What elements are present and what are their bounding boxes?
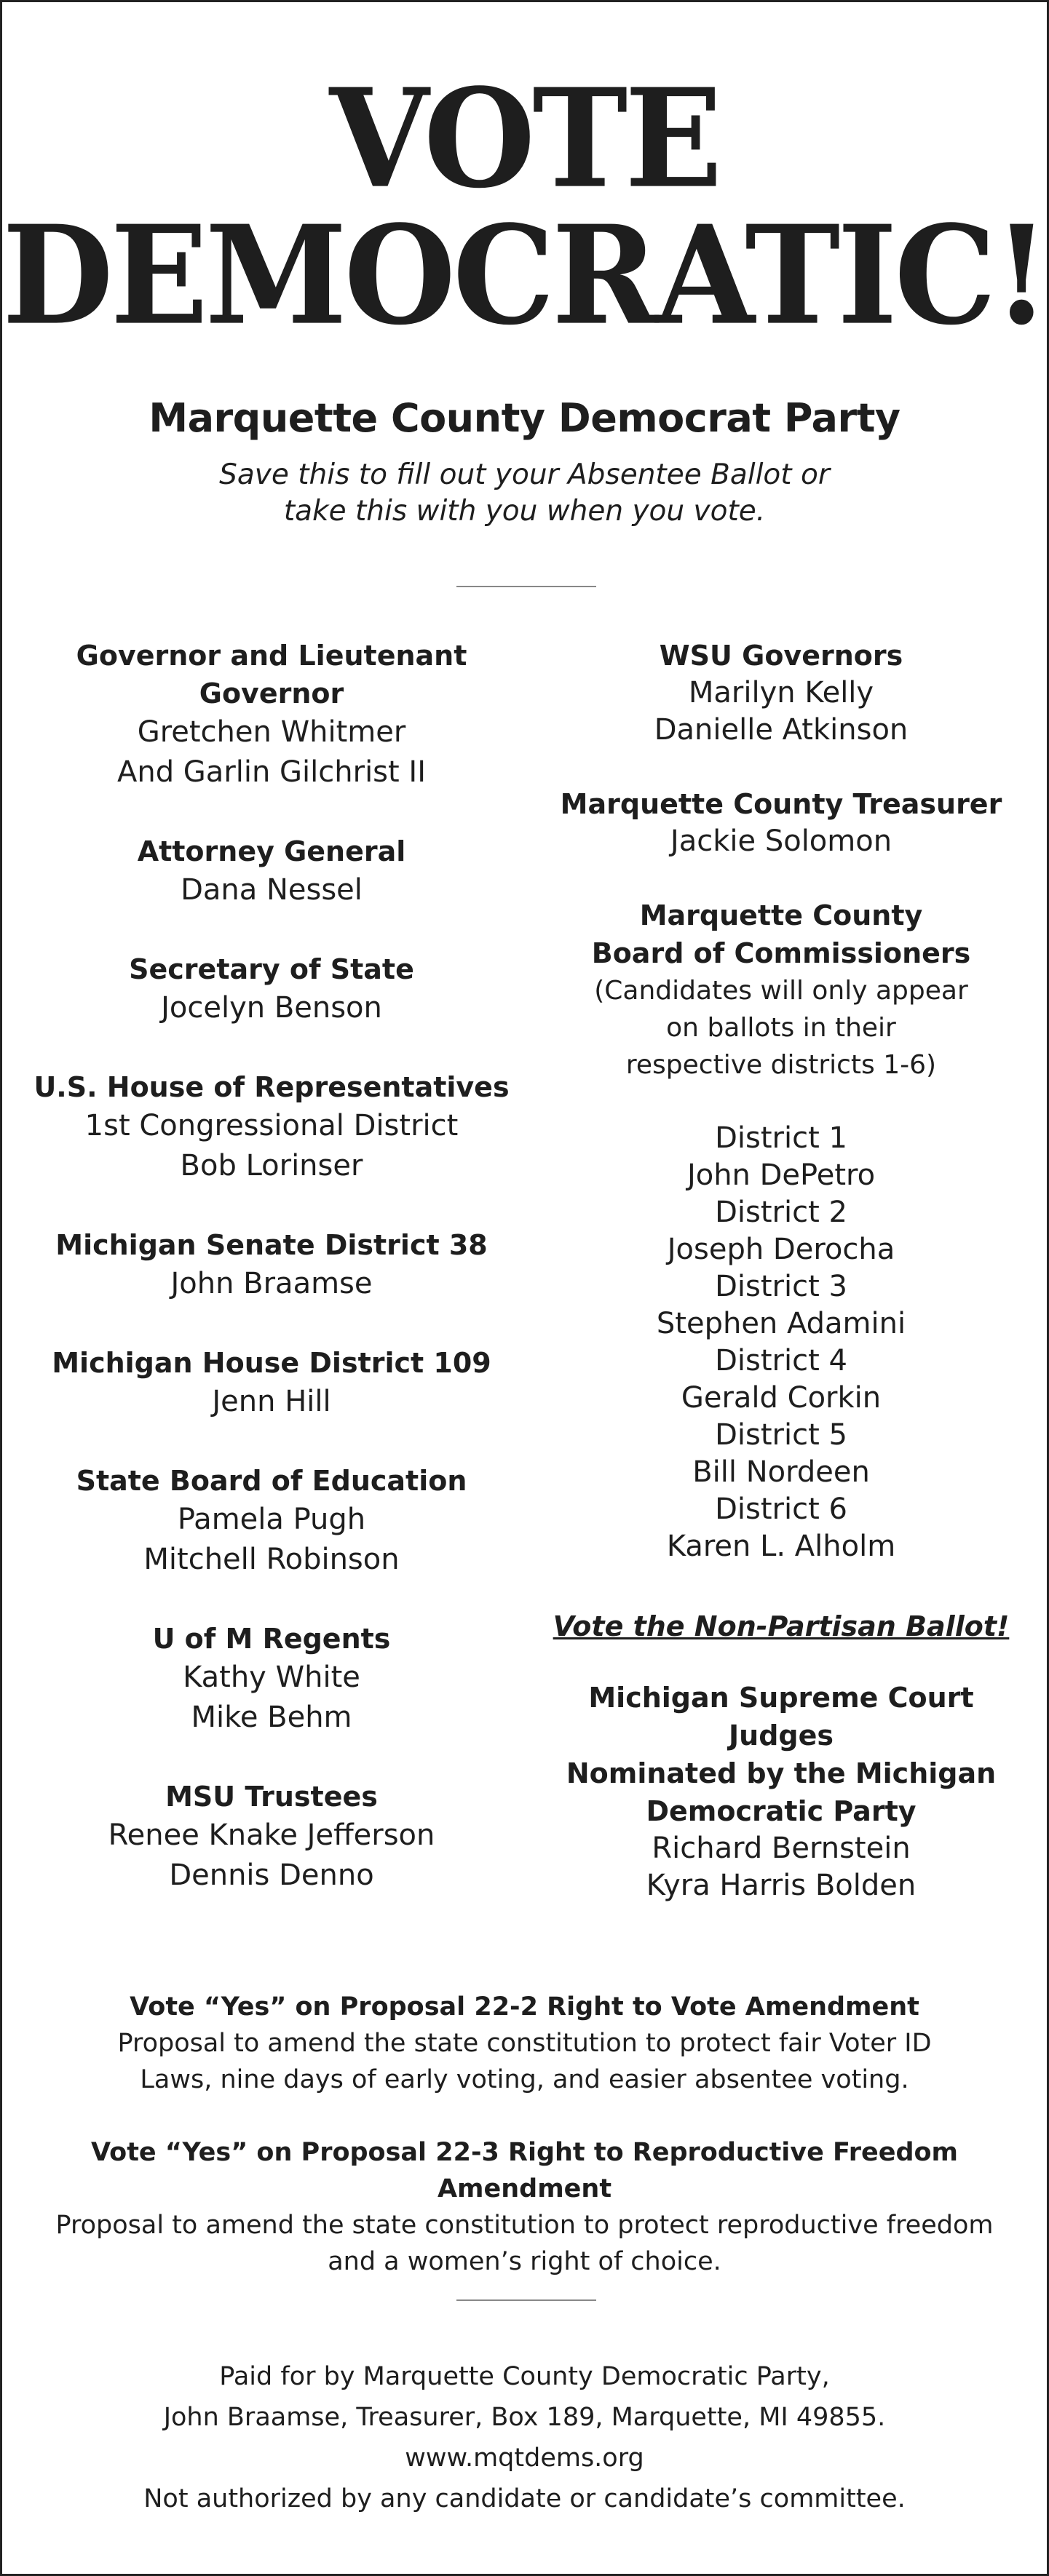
left-column xyxy=(31,637,512,1896)
candidate-name: 1st Congressional District xyxy=(84,1109,459,1142)
candidate-name: Gerald Corkin xyxy=(681,1381,882,1415)
intro-line: take this with you when you vote. xyxy=(283,495,766,528)
proposal-title: Vote “Yes” on Proposal 22-2 Right to Vote Amendment xyxy=(130,1992,919,2022)
office-title: Governor and Lieutenant Governor xyxy=(76,640,467,709)
proposal-22-3 xyxy=(2,2134,1047,2280)
proposal-description: Laws, nine days of early voting, and easier absentee voting. xyxy=(140,2065,909,2094)
office-title: U.S. House of Representatives xyxy=(33,1071,510,1103)
district-label: District 4 xyxy=(715,1344,847,1378)
district-label: District 1 xyxy=(715,1121,847,1155)
district-note: on ballots in their xyxy=(666,1013,896,1043)
district-label: District 3 xyxy=(715,1270,847,1303)
office-title: Michigan Senate District 38 xyxy=(55,1229,488,1261)
candidate-name: Kathy White xyxy=(183,1661,360,1694)
candidate-name: Mike Behm xyxy=(191,1701,352,1734)
candidate-name: Renee Knake Jefferson xyxy=(108,1818,435,1852)
office-title: Attorney General xyxy=(137,835,406,867)
district-label: District 6 xyxy=(715,1492,847,1526)
race-us-house xyxy=(31,1068,512,1186)
office-title: Marquette County xyxy=(639,899,923,931)
race-wsu-governors xyxy=(541,637,1021,749)
candidate-name: Dana Nessel xyxy=(181,873,363,907)
candidate-name: Bill Nordeen xyxy=(692,1455,870,1489)
candidate-name: Karen L. Alholm xyxy=(666,1530,896,1563)
race-supreme-court xyxy=(541,1679,1021,1904)
district-label: District 5 xyxy=(715,1418,847,1452)
district-note: (Candidates will only appear xyxy=(594,976,968,1006)
office-title: WSU Governors xyxy=(659,640,903,672)
proposal-22-2 xyxy=(2,1989,1047,2098)
headline-line-1: VOTE xyxy=(329,58,720,219)
candidate-name: Joseph Derocha xyxy=(667,1233,895,1266)
office-title: Michigan House District 109 xyxy=(52,1347,491,1379)
candidate-name: Jocelyn Benson xyxy=(161,991,382,1025)
footer-line: Paid for by Marquette County Democratic Party, xyxy=(219,2362,830,2391)
candidate-name: John Braamse xyxy=(170,1267,373,1300)
office-title: Marquette County Treasurer xyxy=(560,788,1002,820)
candidate-name: Dennis Denno xyxy=(169,1859,374,1892)
race-county-treasurer xyxy=(541,785,1021,860)
office-title: Board of Commissioners xyxy=(591,937,971,969)
office-title: Nominated by the Michigan xyxy=(566,1757,997,1789)
footer-line: John Braamse, Treasurer, Box 189, Marquette, MI 49855. xyxy=(163,2403,886,2432)
candidate-name: Marilyn Kelly xyxy=(688,676,874,709)
candidate-name: Mitchell Robinson xyxy=(143,1543,400,1576)
divider-top xyxy=(456,586,596,587)
candidate-name: John DePetro xyxy=(686,1158,876,1192)
office-title: Secretary of State xyxy=(129,953,414,985)
race-um-regents xyxy=(31,1620,512,1738)
footer-line: Not authorized by any candidate or candidate’s committee. xyxy=(143,2484,906,2513)
headline-line-2: DEMOCRATIC! xyxy=(2,195,1047,356)
race-attorney-general xyxy=(31,832,512,910)
race-governor xyxy=(31,637,512,792)
office-title: Democratic Party xyxy=(646,1795,917,1827)
district-note: respective districts 1-6) xyxy=(625,1050,937,1080)
office-title: State Board of Education xyxy=(76,1465,467,1497)
intro-text xyxy=(2,457,1047,530)
race-mi-house xyxy=(31,1344,512,1422)
candidate-name: Richard Bernstein xyxy=(652,1832,911,1865)
race-mi-senate xyxy=(31,1226,512,1304)
race-county-commissioners xyxy=(541,897,1021,1565)
footer-disclaimer xyxy=(2,2356,1047,2519)
candidate-name: Jackie Solomon xyxy=(670,824,892,858)
party-name: Marquette County Democrat Party xyxy=(149,395,900,441)
race-secretary-of-state xyxy=(31,950,512,1028)
proposal-description: Proposal to amend the state constitution to protect fair Voter ID xyxy=(117,2029,932,2058)
right-column xyxy=(541,637,1021,1904)
race-msu-trustees xyxy=(31,1778,512,1896)
office-title: U of M Regents xyxy=(152,1623,391,1655)
candidate-name: Stephen Adamini xyxy=(656,1307,906,1340)
candidate-name: And Garlin Gilchrist II xyxy=(116,755,427,789)
candidate-name: Jenn Hill xyxy=(212,1385,331,1418)
proposal-description: Proposal to amend the state constitution to protect reproductive freedom xyxy=(55,2211,994,2240)
candidate-name: Pamela Pugh xyxy=(177,1503,366,1536)
divider-bottom xyxy=(456,2299,596,2301)
candidate-name: Kyra Harris Bolden xyxy=(646,1869,917,1902)
proposal-title: Vote “Yes” on Proposal 22-3 Right to Reproductive Freedom Amendment xyxy=(90,2138,959,2203)
office-title: Michigan Supreme Court Judges xyxy=(588,1682,974,1752)
proposal-description: and a women’s right of choice. xyxy=(328,2247,721,2276)
district-label: District 2 xyxy=(715,1196,847,1229)
intro-line: Save this to fill out your Absentee Ballot or xyxy=(219,458,830,491)
candidate-name: Bob Lorinser xyxy=(180,1149,363,1182)
race-state-board-education xyxy=(31,1462,512,1580)
candidate-name: Danielle Atkinson xyxy=(654,713,909,747)
office-title: MSU Trustees xyxy=(165,1781,378,1813)
nonpartisan-callout: Vote the Non-Partisan Ballot! xyxy=(553,1610,1010,1642)
candidate-name: Gretchen Whitmer xyxy=(137,715,406,749)
footer-website: www.mqtdems.org xyxy=(405,2444,644,2473)
